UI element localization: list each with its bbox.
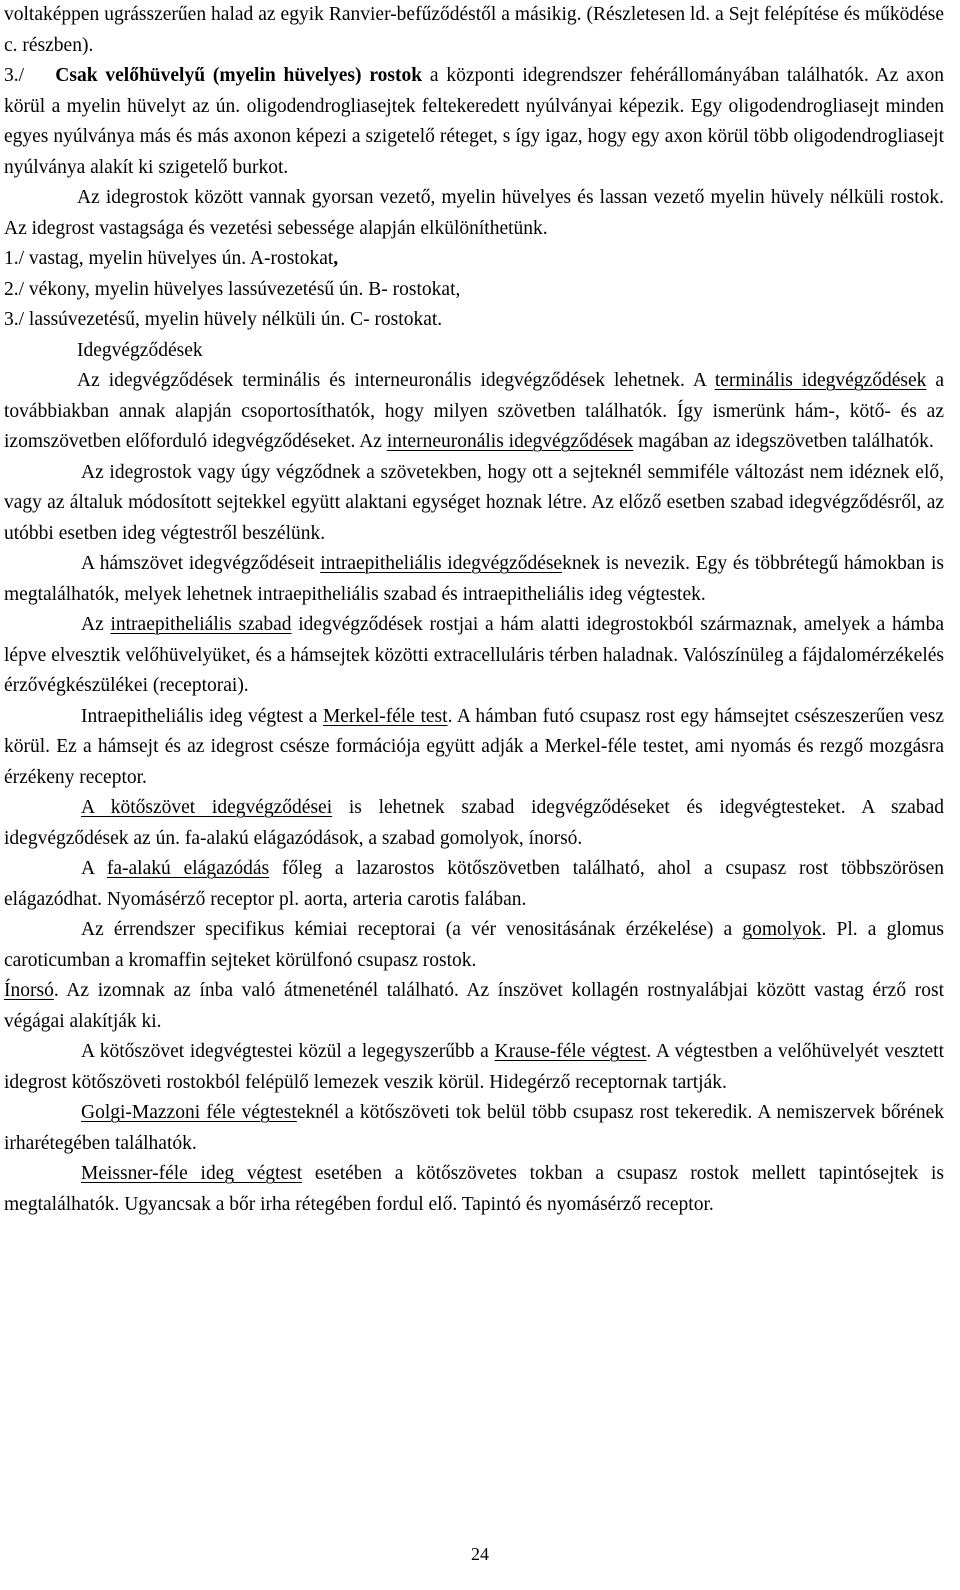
paragraph-text: knek is nevezik. Egy és többrétegű hámokban is megtalálhatók, melyek lehetnek intraepitheliális szabad és intraepitheliális ideg végtestek. [4, 553, 945, 605]
list-number: 3./ [4, 65, 25, 86]
paragraph-text: Az érrendszer specifikus kémiai receptorai (a vér venositásának érzékelése) a [81, 919, 733, 940]
page-number: 24 [471, 1544, 489, 1564]
underlined-term: Ínorsó [4, 980, 54, 1001]
paragraph-text: A kötőszövet idegvégtestei közül a legegyszerűbb a [81, 1041, 489, 1062]
list-item [4, 244, 944, 275]
paragraph-text: . Pl. a glomus caroticumban a kromaffin sejteket körülfonó csupasz rostok. [4, 919, 945, 971]
list-text: lassúvezetésű, myelin hüvely nélküli ún. C- rostokat. [28, 309, 443, 330]
list-text: vastag, myelin hüvelyes ún. A-rostokat [28, 248, 334, 269]
underlined-term: intraepitheliális idegvégződése [320, 553, 563, 574]
underlined-term: Meissner-féle ideg végtest [81, 1163, 303, 1184]
paragraph-text: Az idegvégződések terminális és interneuronális idegvégződések lehetnek. A [77, 370, 706, 391]
paragraph-tree-branching [4, 854, 944, 915]
paragraph-text: A hámszövet idegvégződéseit [81, 553, 315, 574]
list-number: 2./ [4, 278, 25, 300]
paragraph-text: . A hámban futó csupasz rost egy hámsejtet csészeszerűen vesz körül. Ez a hámsejt és az idegrost csésze formációja együtt adják a Merkel-féle testet, ami nyomás és rezgő mozgásra érzékeny receptor. [4, 705, 944, 788]
list-text: vékony, myelin hüvelyes lassúvezetésű ún. B- rostokat, [28, 278, 461, 300]
paragraph-text: esetében a kötőszövetes tokban a csupasz rostok mellett tapintósejtek is megtalálhatók. Ugyancsak a bőr irha rétegében fordul elő. Tapintó és nyomásérző receptor. [4, 1163, 944, 1215]
paragraph-text: . A végtestben a velőhüvelyét vesztett idegrost kötőszöveti rostokból felépülő lemezek veszik körül. Hidegérző receptornak tartják. [4, 1041, 945, 1093]
paragraph-text: A [81, 858, 95, 879]
paragraph-krause [4, 1037, 944, 1098]
underlined-term: intraepitheliális szabad [110, 614, 292, 635]
paragraph-text: a továbbiakban annak alapján csoportosíthatók, hogy milyen szövetben találhatók. Így ismerünk hám-, kötő- és az izomszövetben előforduló idegvégződéseket. Az [4, 370, 945, 452]
paragraph-nerve-endings [4, 366, 944, 458]
paragraph-text: Intraepitheliális ideg végtest a [81, 705, 318, 727]
list-number: 3./ [4, 309, 25, 330]
paragraph-free-endings: Az idegrostok vagy úgy végződnek a szövetekben, hogy ott a sejteknél semmiféle változást nem idéznek elő, vagy az általuk módosított sejtekkel együtt alaktani egységet hoznak létre. Az előző esetben szabad idegvégződésről, az utóbbi esetben ideg végtestről beszélünk. [4, 461, 944, 544]
underlined-term: A kötőszövet idegvégződései [81, 797, 333, 818]
paragraph-glomus [4, 915, 944, 976]
paragraph-meissner [4, 1159, 944, 1220]
underlined-term: interneuronális idegvégződések [386, 431, 634, 452]
paragraph-text: idegvégződések rostjai a hám alatti idegrostokból származnak, amelyek a hámba lépve elvesztik velőhüvelyüket, és a hámsejtek közötti extracelluláris térben haladnak. Valószínüleg a fájdalomérzékelés érzővégkészülékei (receptorai). [4, 614, 945, 696]
bold-term: Csak velőhüvelyű (myelin hüvelyes) rostok [55, 65, 423, 86]
paragraph-merkel [4, 702, 944, 794]
list-item [4, 275, 944, 306]
paragraph-connective-endings [4, 793, 944, 854]
paragraph-text: . Az izomnak az ínba való átmeneténél található. Az ínszövet kollagén rostnyalábjai között vastag érző rost végágai alakítják ki. [4, 980, 944, 1032]
list-tail: , [333, 248, 339, 269]
paragraph-tendon-spindle [4, 976, 944, 1037]
document-page [4, 0, 944, 1220]
underlined-term: Merkel-féle test [322, 705, 448, 727]
paragraph-text: eknél a kötőszöveti tok belül több csupasz rost tekeredik. A nemiszervek bőrének irharétegében találhatók. [4, 1102, 944, 1154]
paragraph-text: Az [81, 614, 104, 635]
paragraph-fiber-types: Az idegrostok között vannak gyorsan vezető, myelin hüvelyes és lassan vezető myelin hüvely nélküli rostok. Az idegrost vastagsága és vezetési sebessége alapján elkülöníthetünk. [4, 187, 944, 239]
paragraph-myelin-fibers [4, 61, 944, 183]
paragraph-golgi-mazzoni [4, 1098, 944, 1159]
underlined-term: Krause-féle végtest [494, 1041, 647, 1062]
underlined-term: Golgi-Mazzoni féle végtest [81, 1102, 297, 1123]
paragraph-text: is lehetnek szabad idegvégződéseket és idegvégtesteket. A szabad idegvégződések az ún. fa-alakú elágazódások, a szabad gomolyok, ínorsó. [4, 797, 944, 849]
underlined-term: gomolyok [742, 919, 822, 940]
paragraph-ranvier: voltaképpen ugrásszerűen halad az egyik Ranvier-befűződéstől a másikig. (Részletesen ld. a Sejt felépítése és működése c. részben). [4, 4, 944, 56]
section-heading: Idegvégződések [77, 339, 203, 361]
paragraph-text: magában az idegszövetben találhatók. [638, 431, 934, 452]
paragraph-text: a központi idegrendszer fehérállományában találhatók. Az axon körül a myelin hüvelyt az ún. oligodendrogliasejtek feltekeredett nyúlványai képezik. Egy oligodendrogliasejt minden egyes nyúlványa más és más axonon képezi a szigetelő réteget, s így igaz, hogy egy axon körül több oligodendrogliasejt nyúlványa alakít ki szigetelő burkot. [4, 65, 944, 178]
underlined-term: fa-alakú elágazódás [106, 858, 270, 879]
paragraph-intraepithelial-free [4, 610, 944, 702]
list-number: 1./ [4, 248, 25, 269]
underlined-term: terminális idegvégződések [714, 370, 927, 391]
paragraph-text: főleg a lazarostos kötőszövetben található, ahol a csupasz rost többszörösen elágazódhat. Nyomásérző receptor pl. aorta, arteria carotis falában. [4, 858, 945, 910]
paragraph-epithelial [4, 549, 944, 610]
list-item [4, 305, 944, 336]
